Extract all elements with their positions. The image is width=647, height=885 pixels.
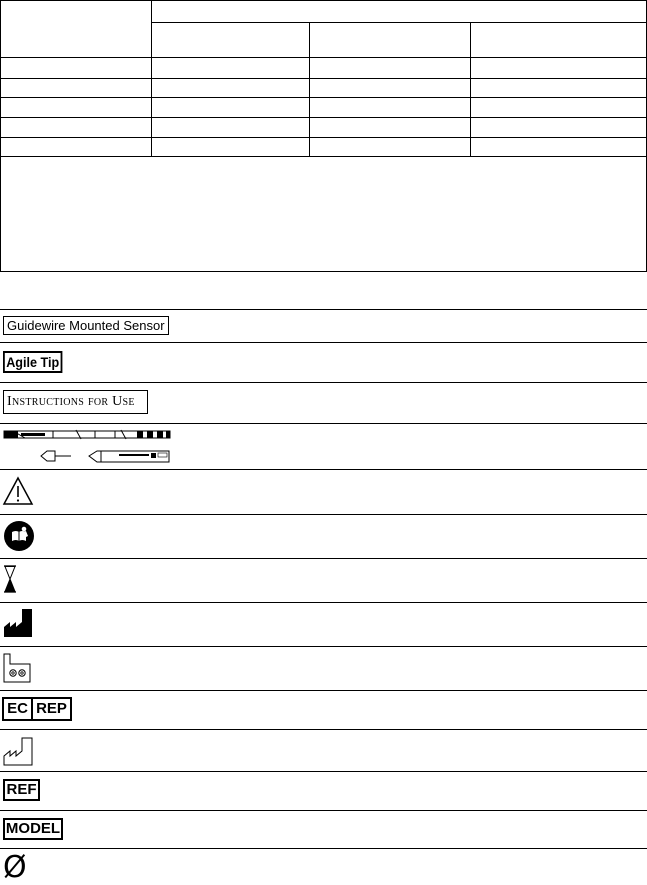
table-frame: [0, 0, 647, 272]
table-row-line: [0, 156, 647, 157]
diameter-icon: Ø: [3, 850, 27, 885]
row-separator: [0, 558, 647, 559]
row-separator: [0, 602, 647, 603]
manufacturer-icon: [3, 606, 33, 638]
use-by-date-hourglass-icon: [3, 565, 17, 593]
table-row-line: [0, 117, 647, 118]
row-separator: [0, 848, 647, 849]
ec-part-label: EC: [4, 699, 33, 719]
row-separator: [0, 646, 647, 647]
col-divider-3: [470, 22, 471, 156]
ec-rep-authorized-representative-icon: [2, 697, 72, 721]
header-sub-line: [151, 22, 647, 23]
manufacturing-site-icon: [3, 653, 31, 683]
model-number-icon: MODEL: [3, 818, 63, 840]
date-of-manufacture-icon: [3, 736, 33, 766]
row-separator: [0, 423, 647, 424]
consult-instructions-icon: [3, 520, 35, 552]
row-separator: [0, 771, 647, 772]
row-separator: [0, 729, 647, 730]
row-separator: [0, 514, 647, 515]
row-separator: [0, 342, 647, 343]
row-separator: [0, 382, 647, 383]
table-row-line: [0, 78, 647, 79]
guidewire-sensor-label: Guidewire Mounted Sensor: [3, 316, 169, 335]
row-separator: [0, 469, 647, 470]
ref-catalogue-number-icon: REF: [3, 779, 40, 801]
table-row-line: [0, 97, 647, 98]
caution-warning-icon: [2, 475, 34, 507]
instructions-for-use-label: Instructions for Use: [3, 390, 148, 414]
row-separator: [0, 690, 647, 691]
row-separator: [0, 810, 647, 811]
table-row-line: [0, 137, 647, 138]
agile-tip-label: Agile Tip: [3, 351, 62, 373]
header-bottom-line: [0, 57, 647, 58]
col-divider-2: [309, 22, 310, 156]
rep-part-label: REP: [36, 700, 67, 717]
guidewire-illustration-icon: [3, 427, 173, 465]
row-separator: [0, 309, 647, 310]
